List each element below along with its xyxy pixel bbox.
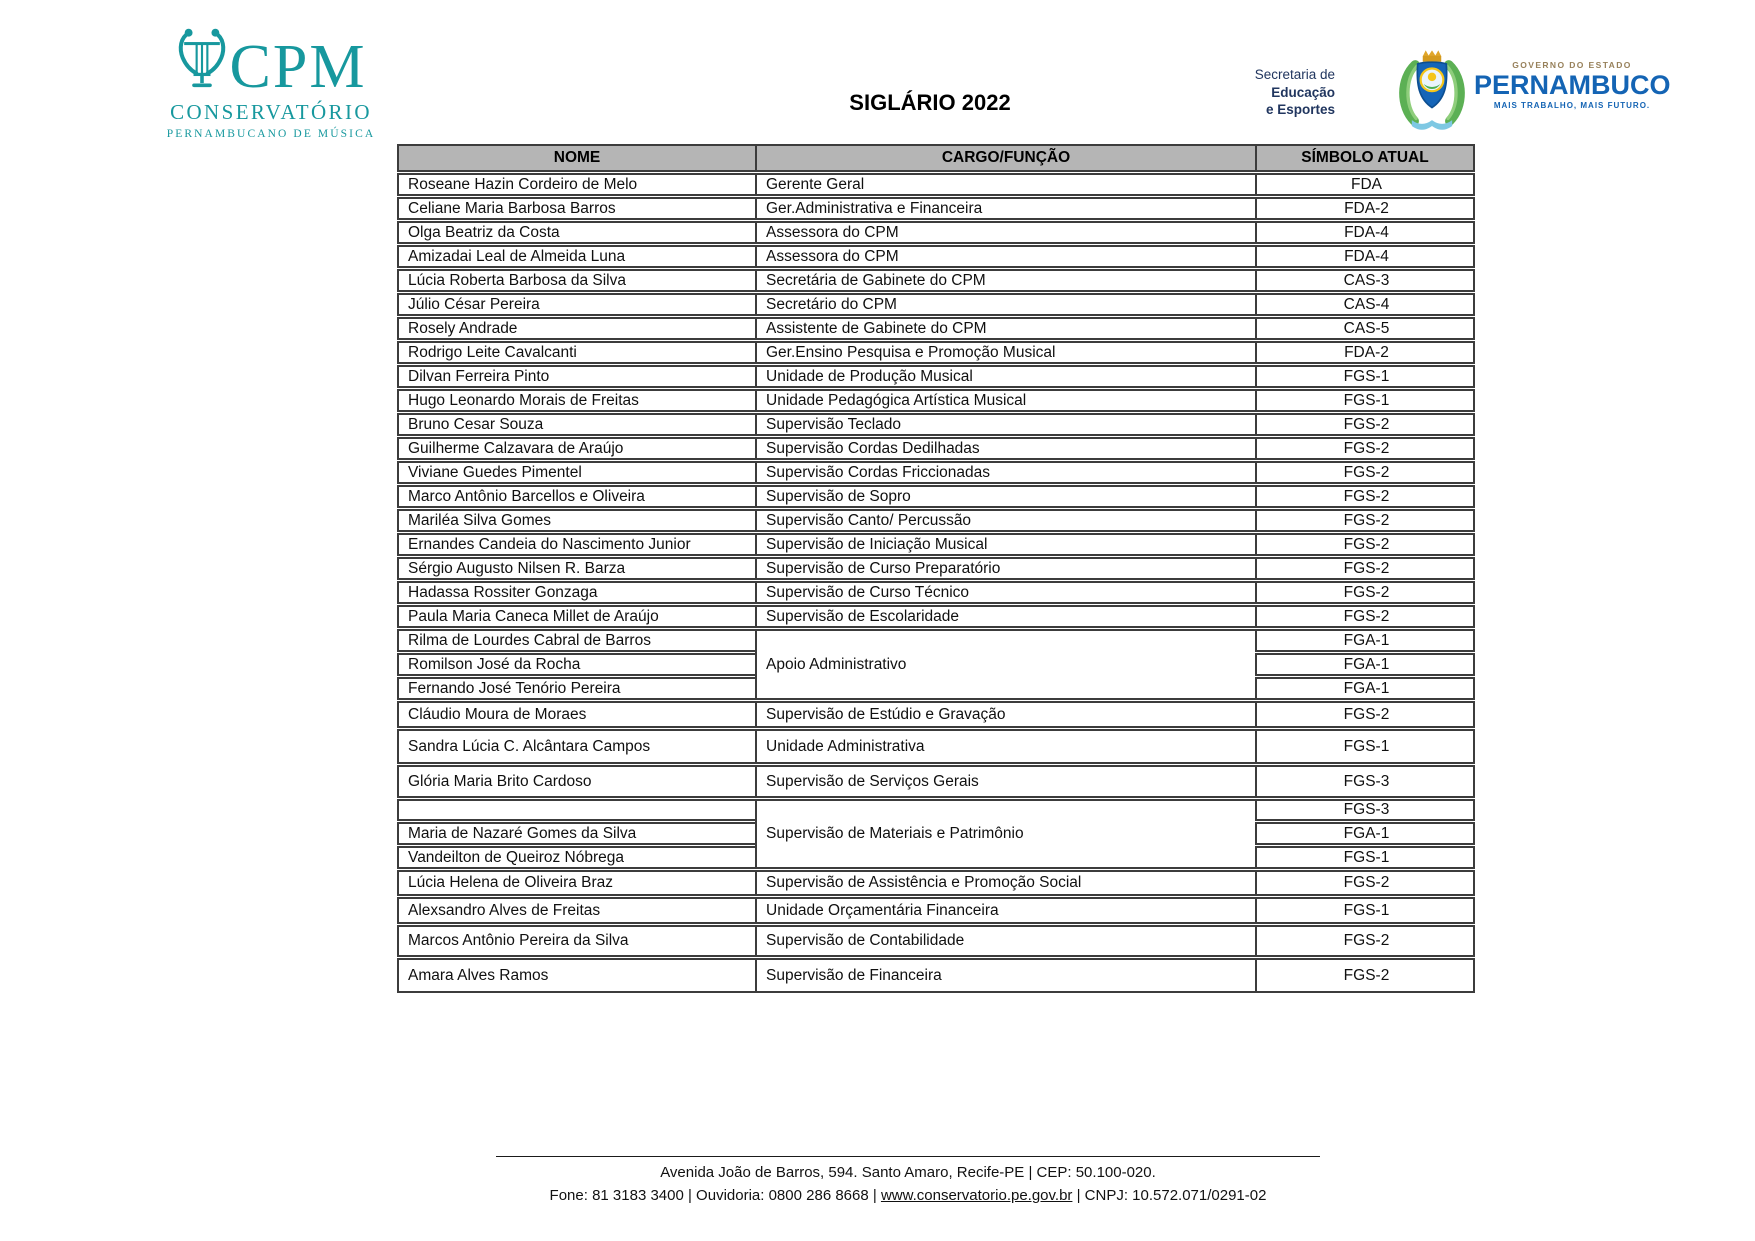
simbolo-cell: FGA-1 [1255,822,1475,845]
table-row [397,269,1475,292]
nome-cell: Maria de Nazaré Gomes da Silva [397,822,755,845]
table-row [397,485,1475,508]
cargo-cell: Assistente de Gabinete do CPM [755,317,1255,340]
simbolo-cell: FGS-2 [1255,870,1475,896]
cargo-cell: Assessora do CPM [755,245,1255,268]
table-row [397,799,1475,821]
simbolo-cell: FDA-2 [1255,341,1475,364]
nome-cell: Fernando José Tenório Pereira [397,677,755,700]
table-row [397,197,1475,220]
table-row [397,341,1475,364]
pernambuco-slogan: MAIS TRABALHO, MAIS FUTURO. [1493,101,1651,111]
cpm-logo-line1: CONSERVATÓRIO [170,100,372,124]
table-row [397,317,1475,340]
cargo-cell: Supervisão de Contabilidade [755,925,1255,957]
cargo-cell: Unidade Orçamentária Financeira [755,897,1255,924]
nome-cell: Rodrigo Leite Cavalcanti [397,341,755,364]
simbolo-cell: FDA-4 [1255,221,1475,244]
table-row [397,870,1475,896]
siglario-table [397,143,1475,994]
simbolo-cell: FGS-2 [1255,581,1475,604]
footer-contacts-prefix: Fone: 81 3183 3400 | Ouvidoria: 0800 286 8668 | [549,1186,881,1204]
cargo-cell: Supervisão de Iniciação Musical [755,533,1255,556]
governo-pernambuco-logo [1474,60,1670,110]
pernambuco-coat-of-arms-icon [1390,46,1474,138]
footer-address: Avenida João de Barros, 594. Santo Amaro, Recife-PE | CEP: 50.100-020. [660,1164,1156,1181]
nome-cell: Cláudio Moura de Moraes [397,701,755,728]
nome-cell: Guilherme Calzavara de Araújo [397,437,755,460]
simbolo-cell: FDA-2 [1255,197,1475,220]
simbolo-cell: FGS-2 [1255,509,1475,532]
nome-cell: Amara Alves Ramos [397,958,755,993]
table-row [397,437,1475,460]
nome-cell: Mariléa Silva Gomes [397,509,755,532]
simbolo-cell: CAS-5 [1255,317,1475,340]
nome-cell: Olga Beatriz da Costa [397,221,755,244]
cargo-cell: Supervisão de Assistência e Promoção Social [755,870,1255,896]
nome-cell: Paula Maria Caneca Millet de Araújo [397,605,755,628]
nome-cell: Bruno Cesar Souza [397,413,755,436]
cargo-cell: Supervisão Cordas Friccionadas [755,461,1255,484]
nome-cell: Hugo Leonardo Morais de Freitas [397,389,755,412]
nome-cell: Rosely Andrade [397,317,755,340]
cargo-cell: Supervisão de Sopro [755,485,1255,508]
secretaria-label [1150,66,1335,119]
table-header-row [397,144,1475,172]
cargo-cell: Gerente Geral [755,173,1255,196]
simbolo-cell: FGS-2 [1255,925,1475,957]
nome-cell: Dilvan Ferreira Pinto [397,365,755,388]
cargo-cell: Assessora do CPM [755,221,1255,244]
table-row [397,293,1475,316]
nome-cell: Rilma de Lourdes Cabral de Barros [397,629,755,652]
cpm-acronym: CPM [229,33,367,101]
simbolo-cell: FGS-1 [1255,729,1475,764]
pernambuco-wordmark: PERNAMBUCO [1474,70,1671,100]
simbolo-cell: FGS-3 [1255,765,1475,798]
cargo-cell: Supervisão Cordas Dedilhadas [755,437,1255,460]
col-header-cargo: CARGO/FUNÇÃO [755,144,1255,172]
simbolo-cell: FGA-1 [1255,677,1475,700]
nome-cell: Sérgio Augusto Nilsen R. Barza [397,557,755,580]
nome-cell: Sandra Lúcia C. Alcântara Campos [397,729,755,764]
governo-do-estado-label: GOVERNO DO ESTADO [1512,60,1632,70]
table-row [397,365,1475,388]
table-row [397,581,1475,604]
nome-cell: Romilson José da Rocha [397,653,755,676]
lyre-icon [176,26,228,97]
cargo-cell: Supervisão de Materiais e Patrimônio [755,799,1255,869]
cargo-cell: Supervisão de Escolaridade [755,605,1255,628]
cargo-cell: Supervisão de Estúdio e Gravação [755,701,1255,728]
cargo-cell: Supervisão Teclado [755,413,1255,436]
nome-cell: Hadassa Rossiter Gonzaga [397,581,755,604]
nome-cell: Alexsandro Alves de Freitas [397,897,755,924]
table-row [397,629,1475,652]
nome-cell: Lúcia Helena de Oliveira Braz [397,870,755,896]
table-row [397,413,1475,436]
simbolo-cell: FGS-2 [1255,533,1475,556]
table-row [397,461,1475,484]
footer-contacts [427,1185,1389,1208]
col-header-simbolo: SÍMBOLO ATUAL [1255,144,1475,172]
cargo-cell: Unidade de Produção Musical [755,365,1255,388]
cargo-cell: Secretária de Gabinete do CPM [755,269,1255,292]
secretaria-line1: Secretaria de [1254,67,1335,82]
simbolo-cell: FGS-2 [1255,958,1475,993]
cargo-cell: Ger.Ensino Pesquisa e Promoção Musical [755,341,1255,364]
table-row [397,701,1475,728]
footer-website-link[interactable]: www.conservatorio.pe.gov.br [880,1186,1073,1204]
table-row [397,925,1475,957]
nome-cell: Roseane Hazin Cordeiro de Melo [397,173,755,196]
table-row [397,958,1475,993]
table-row [397,509,1475,532]
table-row [397,245,1475,268]
cargo-cell: Secretário do CPM [755,293,1255,316]
nome-cell: Viviane Guedes Pimentel [397,461,755,484]
nome-cell: Marcos Antônio Pereira da Silva [397,925,755,957]
simbolo-cell: FGS-2 [1255,605,1475,628]
table-row [397,765,1475,798]
table-row [397,897,1475,924]
nome-cell: Lúcia Roberta Barbosa da Silva [397,269,755,292]
document-footer [427,1156,1389,1207]
footer-contacts-suffix: | CNPJ: 10.572.071/0291-02 [1072,1186,1267,1204]
table-row [397,173,1475,196]
simbolo-cell: FGA-1 [1255,629,1475,652]
table-row [397,605,1475,628]
secretaria-line2: Educação [1271,84,1335,100]
nome-cell: Amizadai Leal de Almeida Luna [397,245,755,268]
col-header-nome: NOME [397,144,755,172]
simbolo-cell: FGS-1 [1255,389,1475,412]
table-row [397,221,1475,244]
table-row [397,557,1475,580]
cpm-logo [156,26,386,140]
nome-cell: Ernandes Candeia do Nascimento Junior [397,533,755,556]
table-row [397,389,1475,412]
nome-cell: Glória Maria Brito Cardoso [397,765,755,798]
simbolo-cell: CAS-3 [1255,269,1475,292]
simbolo-cell: FGS-2 [1255,437,1475,460]
table-row [397,729,1475,764]
simbolo-cell: FGS-2 [1255,701,1475,728]
simbolo-cell: FGS-2 [1255,485,1475,508]
simbolo-cell: FGA-1 [1255,653,1475,676]
simbolo-cell: FGS-1 [1255,365,1475,388]
simbolo-cell: FGS-1 [1255,846,1475,869]
cargo-cell: Unidade Pedagógica Artística Musical [755,389,1255,412]
cargo-cell: Ger.Administrativa e Financeira [755,197,1255,220]
nome-cell: Marco Antônio Barcellos e Oliveira [397,485,755,508]
secretaria-line3: e Esportes [1265,102,1335,118]
table-row [397,533,1475,556]
simbolo-cell: FDA [1255,173,1475,196]
simbolo-cell: FGS-2 [1255,557,1475,580]
cargo-cell: Supervisão de Financeira [755,958,1255,993]
cargo-cell: Supervisão de Curso Técnico [755,581,1255,604]
simbolo-cell: CAS-4 [1255,293,1475,316]
cpm-logo-line2: PERNAMBUCANO DE MÚSICA [166,128,376,140]
cargo-cell: Supervisão Canto/ Percussão [755,509,1255,532]
simbolo-cell: FGS-2 [1255,461,1475,484]
page-title: SIGLÁRIO 2022 [849,90,1011,115]
cargo-cell: Apoio Administrativo [755,629,1255,700]
nome-cell [397,799,755,821]
cargo-cell: Supervisão de Serviços Gerais [755,765,1255,798]
cargo-cell: Supervisão de Curso Preparatório [755,557,1255,580]
cargo-cell: Unidade Administrativa [755,729,1255,764]
footer-rule [496,1156,1320,1157]
nome-cell: Vandeilton de Queiroz Nóbrega [397,846,755,869]
siglario-table-body [397,173,1475,993]
simbolo-cell: FDA-4 [1255,245,1475,268]
simbolo-cell: FGS-1 [1255,897,1475,924]
nome-cell: Júlio César Pereira [397,293,755,316]
simbolo-cell: FGS-2 [1255,413,1475,436]
nome-cell: Celiane Maria Barbosa Barros [397,197,755,220]
simbolo-cell: FGS-3 [1255,799,1475,821]
